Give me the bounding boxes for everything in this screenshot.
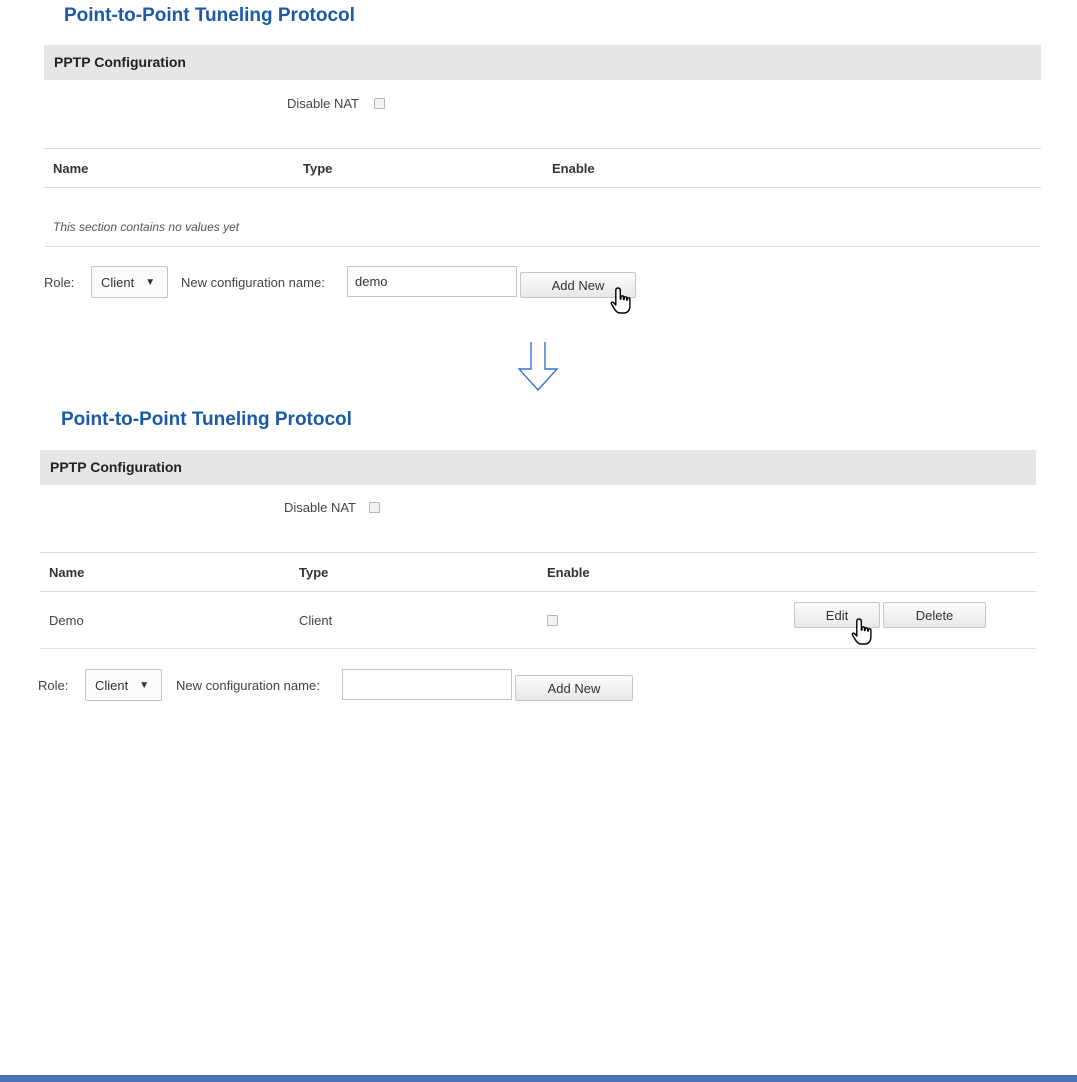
disable-nat-label: Disable NAT: [284, 500, 357, 515]
role-select-value: Client: [101, 274, 135, 290]
column-type: Type: [299, 565, 329, 580]
column-type: Type: [303, 161, 333, 176]
hand-pointer-icon: [850, 617, 876, 647]
new-config-input[interactable]: demo: [347, 266, 517, 297]
dropdown-arrow-icon: ▼: [145, 276, 156, 288]
row-type: Client: [299, 613, 333, 628]
page-title: Point-to-Point Tuneling Protocol: [64, 5, 355, 26]
column-name: Name: [53, 161, 89, 176]
disable-nat-checkbox[interactable]: [369, 502, 380, 513]
new-config-label: New configuration name:: [176, 678, 320, 693]
column-name: Name: [49, 565, 85, 580]
row-name: Demo: [49, 613, 84, 628]
add-new-button[interactable]: Add New: [520, 272, 636, 298]
divider: [40, 648, 1036, 649]
disable-nat-label: Disable NAT: [287, 96, 360, 111]
role-select-value: Client: [95, 677, 129, 693]
table-row: [40, 592, 1036, 648]
role-select[interactable]: [91, 266, 168, 298]
table-header: [40, 552, 1036, 592]
section-header: PPTP Configuration: [40, 450, 1036, 485]
row-enable-checkbox[interactable]: [547, 615, 558, 626]
dropdown-arrow-icon: ▼: [139, 679, 150, 691]
section-header: PPTP Configuration: [44, 45, 1041, 80]
delete-button[interactable]: Delete: [883, 602, 986, 628]
role-label: Role:: [44, 275, 75, 290]
edit-button[interactable]: Edit: [794, 602, 880, 628]
down-arrow-icon: [514, 340, 562, 392]
role-label: Role:: [38, 678, 69, 693]
empty-table-message: This section contains no values yet: [53, 220, 240, 234]
hand-pointer-icon: [609, 286, 635, 316]
disable-nat-checkbox[interactable]: [374, 98, 385, 109]
new-config-input[interactable]: [342, 669, 512, 700]
column-enable: Enable: [547, 565, 590, 580]
new-config-label: New configuration name:: [181, 275, 325, 290]
role-select[interactable]: [85, 669, 162, 701]
table-header: [44, 148, 1041, 188]
divider: [44, 246, 1041, 247]
add-new-button[interactable]: Add New: [515, 675, 633, 701]
page-title: Point-to-Point Tuneling Protocol: [61, 409, 352, 430]
column-enable: Enable: [552, 161, 595, 176]
bottom-bar: [0, 1075, 1077, 1082]
